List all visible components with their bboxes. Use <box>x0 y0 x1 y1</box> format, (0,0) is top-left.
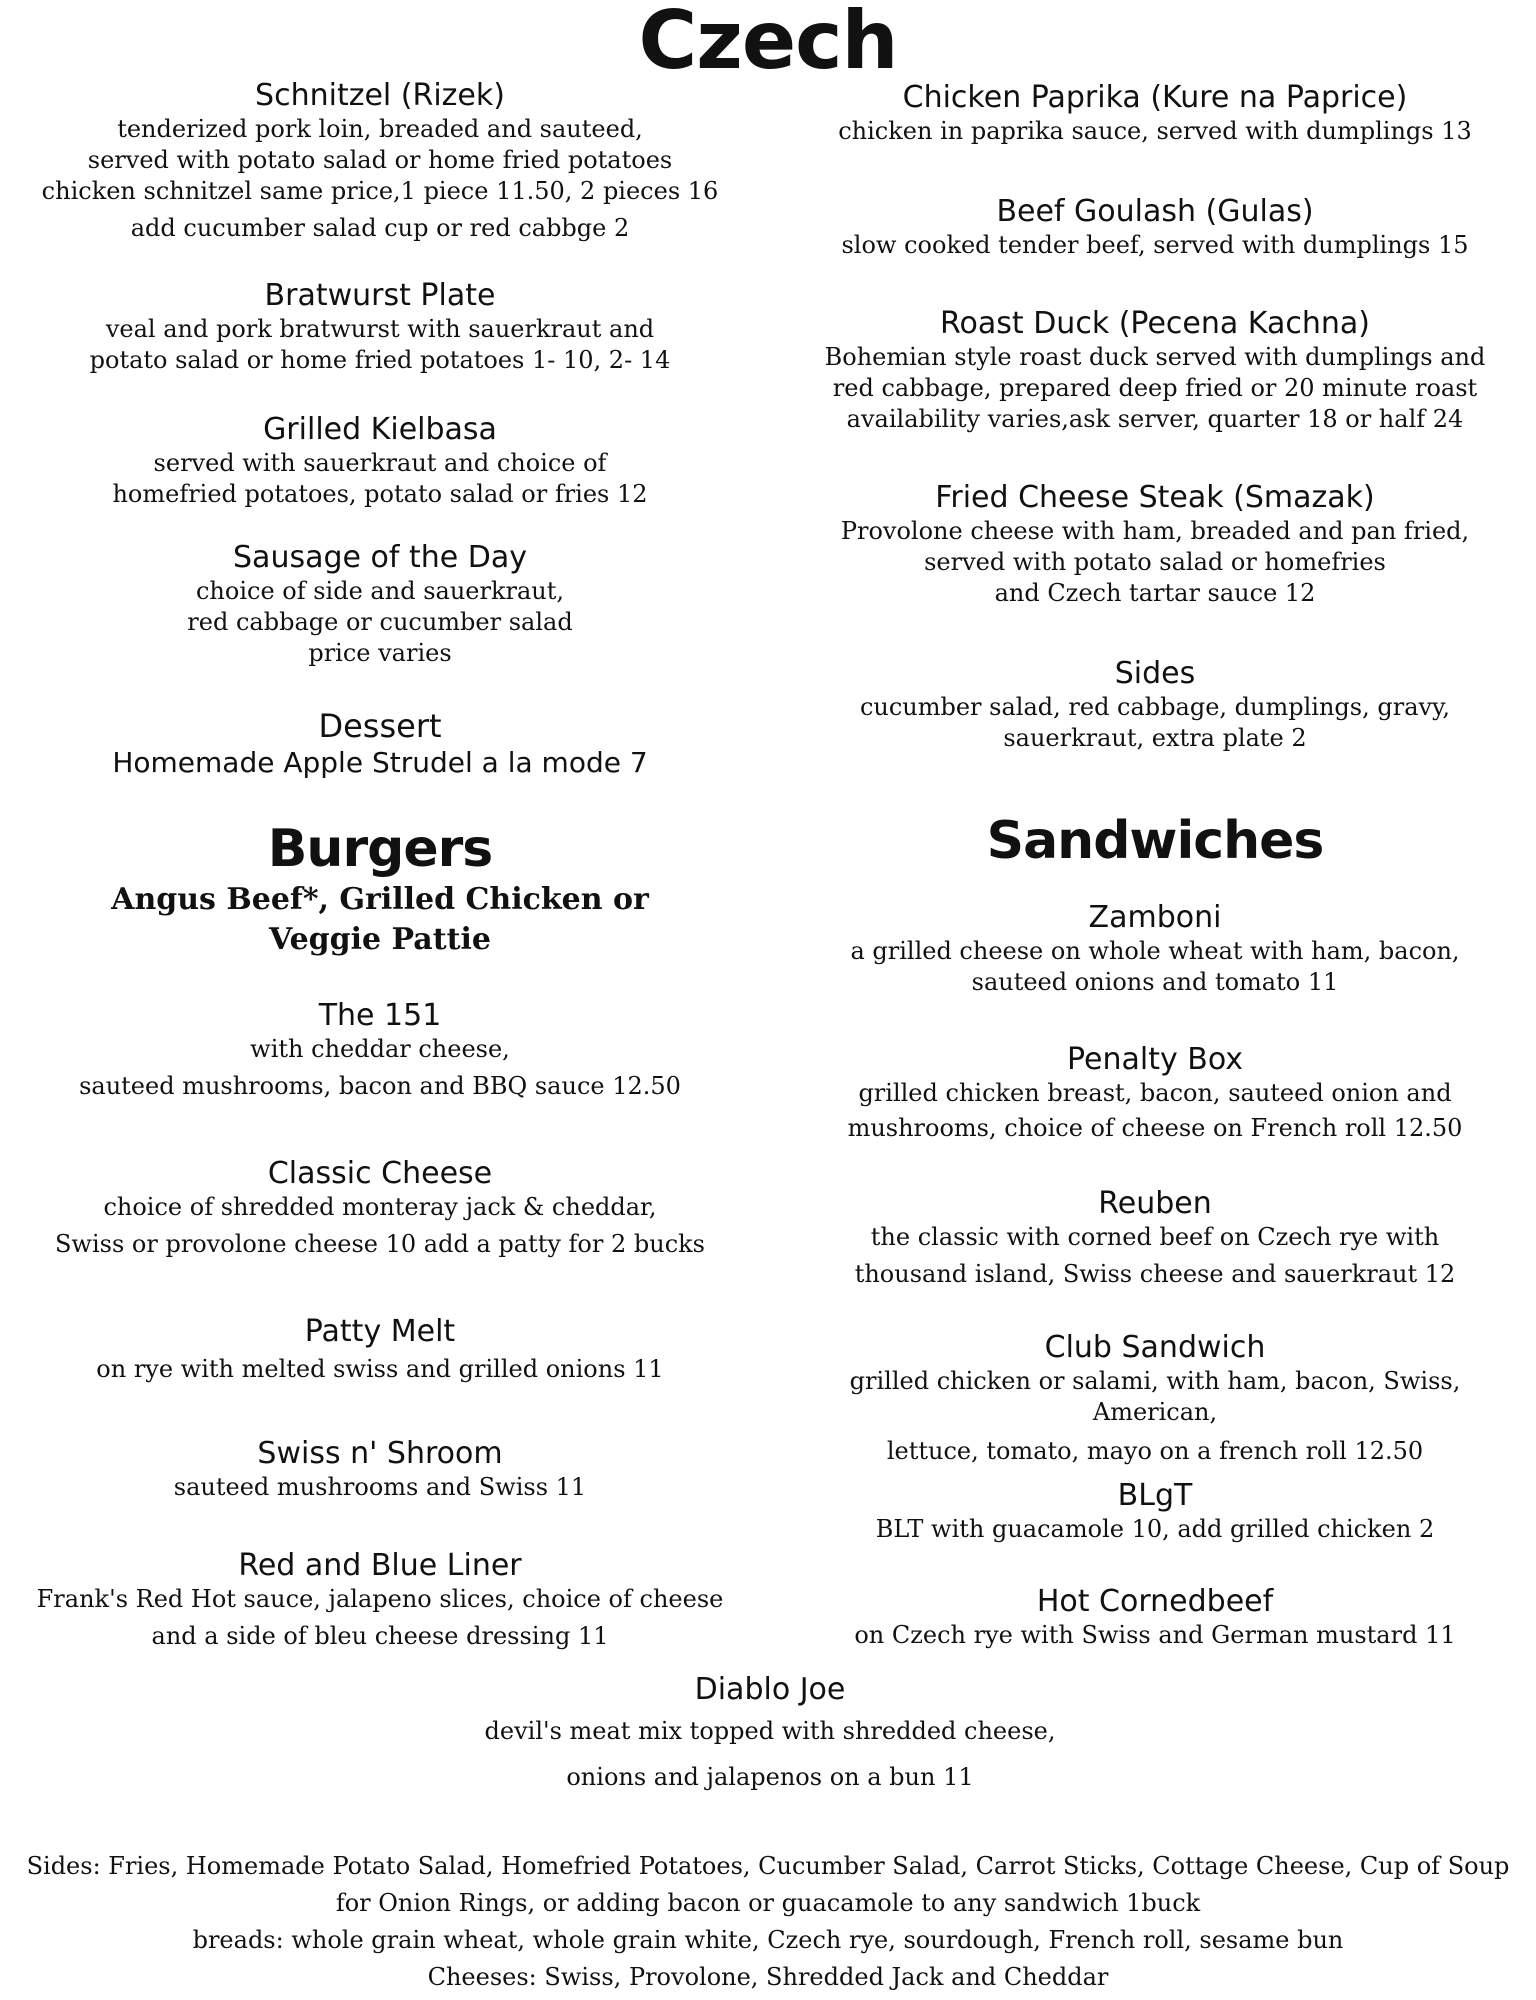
menu-item <box>790 1042 1520 1144</box>
item-desc: Provolone cheese with ham, breaded and pan fried, <box>840 517 1470 545</box>
menu-item <box>20 412 740 510</box>
item-desc: onions and jalapenos on a bun 11 <box>566 1763 974 1791</box>
footer-notes <box>0 1848 1536 1996</box>
item-desc: and Czech tartar sauce 12 <box>994 579 1316 607</box>
menu-item <box>20 1436 740 1503</box>
item-name: Fried Cheese Steak (Smazak) <box>935 480 1375 515</box>
menu-item <box>790 1186 1520 1290</box>
item-name: Penalty Box <box>1066 1042 1244 1077</box>
item-desc: veal and pork bratwurst with sauerkraut and <box>105 315 655 343</box>
item-name: Patty Melt <box>304 1314 456 1349</box>
menu-item <box>790 480 1520 609</box>
item-name: Swiss n' Shroom <box>257 1436 503 1471</box>
item-desc: availability varies,ask server, quarter 18 or half 24 <box>846 405 1464 433</box>
item-desc: choice of side and sauerkraut, <box>195 577 564 605</box>
item-desc: served with sauerkraut and choice of <box>153 449 607 477</box>
item-name: Roast Duck (Pecena Kachna) <box>940 306 1370 341</box>
menu-item <box>20 540 740 669</box>
page-title: Czech <box>638 0 898 87</box>
menu-item <box>20 278 740 376</box>
item-name: Zamboni <box>1088 900 1222 935</box>
item-name: Schnitzel (Rizek) <box>255 78 505 113</box>
burgers-section <box>20 818 740 960</box>
item-desc: BLT with guacamole 10, add grilled chicken 2 <box>875 1515 1435 1543</box>
item-name: Reuben <box>1098 1186 1212 1221</box>
item-desc: red cabbage or cucumber salad <box>187 608 573 636</box>
item-name: Beef Goulash (Gulas) <box>996 194 1314 229</box>
menu-item <box>20 998 740 1102</box>
item-desc: on Czech rye with Swiss and German mustard 11 <box>854 1621 1456 1649</box>
item-desc: Frank's Red Hot sauce, jalapeno slices, choice of cheese <box>36 1585 724 1613</box>
item-name: Bratwurst Plate <box>264 278 496 313</box>
item-name: Grilled Kielbasa <box>263 412 497 447</box>
item-desc: sauerkraut, extra plate 2 <box>1003 724 1307 752</box>
menu-item <box>790 656 1520 754</box>
item-desc: devil's meat mix topped with shredded cheese, <box>484 1717 1056 1745</box>
item-desc: Bohemian style roast duck served with dumplings and <box>824 343 1486 371</box>
footer-line: breads: whole grain wheat, whole grain white, Czech rye, sourdough, French roll, sesame bun <box>192 1926 1344 1954</box>
item-desc: and a side of bleu cheese dressing 11 <box>151 1622 609 1650</box>
item-desc: add cucumber salad cup or red cabbge 2 <box>130 214 630 242</box>
menu-item <box>380 1672 1160 1800</box>
item-desc: potato salad or home fried potatoes 1- 10, 2- 14 <box>89 346 671 374</box>
item-desc: served with potato salad or home fried potatoes <box>87 146 673 174</box>
item-desc: with cheddar cheese, <box>250 1035 510 1063</box>
item-desc: mushrooms, choice of cheese on French roll 12.50 <box>847 1114 1463 1142</box>
menu-item <box>20 1314 740 1385</box>
item-desc: homefried potatoes, potato salad or fries 12 <box>112 480 648 508</box>
menu-item <box>790 1584 1520 1651</box>
menu-item <box>20 1156 740 1260</box>
item-name: Sides <box>1114 656 1196 691</box>
item-desc: slow cooked tender beef, served with dumplings 15 <box>841 231 1469 259</box>
item-desc: lettuce, tomato, mayo on a french roll 12.50 <box>886 1437 1424 1465</box>
menu-item <box>790 194 1520 261</box>
item-name: Classic Cheese <box>267 1156 493 1191</box>
footer-line: for Onion Rings, or adding bacon or guacamole to any sandwich 1buck <box>335 1889 1201 1917</box>
item-desc: served with potato salad or homefries <box>924 548 1386 576</box>
menu-item <box>790 1330 1520 1467</box>
item-desc: sauteed mushrooms and Swiss 11 <box>173 1473 587 1501</box>
item-desc: Swiss or provolone cheese 10 add a patty for 2 bucks <box>54 1230 705 1258</box>
item-name: BLgT <box>1117 1478 1193 1513</box>
item-desc: a grilled cheese on whole wheat with ham, bacon, <box>850 937 1460 965</box>
item-desc: sauteed onions and tomato 11 <box>971 968 1339 996</box>
menu-item <box>20 708 740 782</box>
footer-line: Cheeses: Swiss, Provolone, Shredded Jack and Cheddar <box>427 1963 1109 1991</box>
footer-line: Sides: Fries, Homemade Potato Salad, Homefried Potatoes, Cucumber Salad, Carrot Sticks, Cottage Cheese, Cup of Soup <box>26 1852 1510 1880</box>
item-name: Club Sandwich <box>1044 1330 1266 1365</box>
menu-item <box>790 1478 1520 1545</box>
item-desc: chicken schnitzel same price,1 piece 11.50, 2 pieces 16 <box>41 177 719 205</box>
menu-item <box>790 80 1520 147</box>
item-name: Diablo Joe <box>694 1672 846 1707</box>
section-subtitle: Angus Beef*, Grilled Chicken or <box>111 882 649 917</box>
item-desc: on rye with melted swiss and grilled onions 11 <box>96 1355 664 1383</box>
item-desc: price varies <box>308 639 452 667</box>
item-desc: grilled chicken or salami, with ham, bacon, Swiss, American, <box>849 1367 1461 1426</box>
item-desc: sauteed mushrooms, bacon and BBQ sauce 12.50 <box>79 1072 681 1100</box>
sandwiches-section <box>790 810 1520 872</box>
item-desc: the classic with corned beef on Czech rye with <box>870 1223 1440 1251</box>
item-name: Dessert <box>318 707 442 745</box>
item-desc: grilled chicken breast, bacon, sauteed onion and <box>858 1079 1452 1107</box>
item-desc: chicken in paprika sauce, served with dumplings 13 <box>838 117 1472 145</box>
item-desc: thousand island, Swiss cheese and sauerkraut 12 <box>854 1260 1456 1288</box>
item-name: The 151 <box>318 998 442 1033</box>
menu-item <box>790 306 1520 435</box>
item-desc: choice of shredded monteray jack & cheddar, <box>103 1193 657 1221</box>
section-title: Burgers <box>267 819 493 879</box>
menu-item <box>20 1548 740 1652</box>
section-title: Sandwiches <box>986 811 1324 871</box>
item-desc: cucumber salad, red cabbage, dumplings, gravy, <box>859 693 1451 721</box>
item-desc: tenderized pork loin, breaded and sauteed, <box>117 115 643 143</box>
section-subtitle: Veggie Pattie <box>269 922 491 957</box>
item-name: Hot Cornedbeef <box>1036 1584 1274 1619</box>
item-name: Chicken Paprika (Kure na Paprice) <box>902 80 1408 115</box>
item-desc: red cabbage, prepared deep fried or 20 minute roast <box>832 374 1478 402</box>
item-name: Red and Blue Liner <box>238 1548 522 1583</box>
item-desc: Homemade Apple Strudel a la mode 7 <box>112 746 648 779</box>
item-name: Sausage of the Day <box>233 540 527 575</box>
menu-item <box>790 900 1520 998</box>
menu-item <box>20 78 740 244</box>
